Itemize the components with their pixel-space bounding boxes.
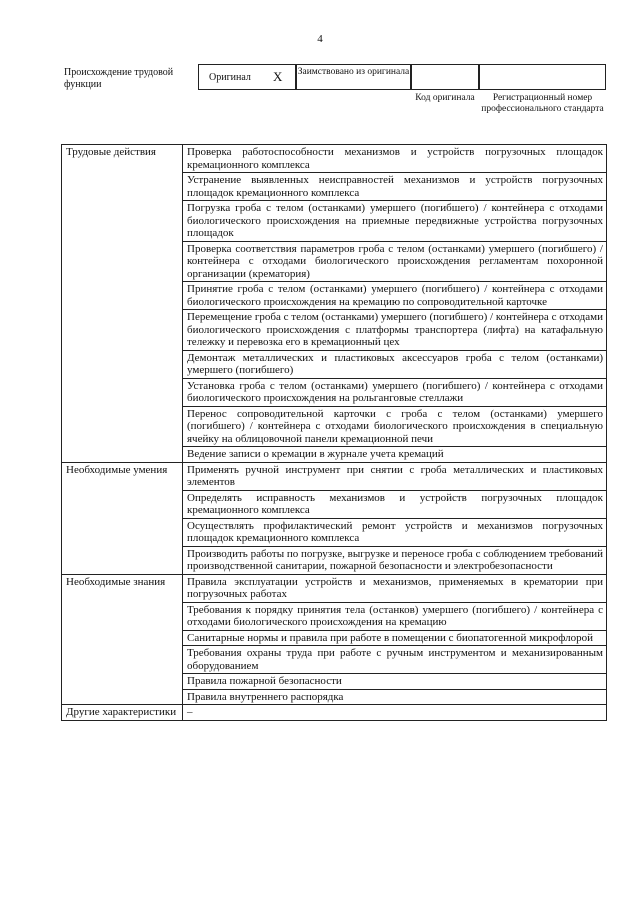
section-item: Перемещение гроба с телом (останками) умершего (погибшего) / контейнера с отходами биологического происхождения с платформы транспортера (лифта) на катафальную тележку и перевозка его в кремационный цех [183,310,607,351]
section-title: Необходимые умения [62,462,183,574]
table-row [62,462,607,490]
code-cell [411,64,479,90]
section-item: Санитарные нормы и правила при работе в помещении с биопатогенной микрофлорой [183,630,607,646]
borrowed-cell: Заимствовано из оригинала [296,64,411,90]
section-item: Принятие гроба с телом (останками) умершего (погибшего) / контейнера с отходами биологического происхождения на кремацию по сопроводительной карточке [183,282,607,310]
original-label: Оригинал [209,72,251,83]
section-item: Ведение записи о кремации в журнале учета кремаций [183,447,607,463]
section-item: Правила пожарной безопасности [183,674,607,690]
section-item: Проверка соответствия параметров гроба с телом (останками) умершего (погибшего) / контейнера с отходами биологического происхождения регламентам похоронной организации (крематория) [183,241,607,282]
function-table [61,144,607,721]
reg-number-cell [479,64,606,90]
table-row [62,705,607,721]
section-title: Другие характеристики [62,705,183,721]
section-item: Требования охраны труда при работе с ручным инструментом и механизированным оборудованием [183,646,607,674]
section-item: Определять исправность механизмов и устройств погрузочных площадок кремационного комплекса [183,490,607,518]
section-item: Требования к порядку принятия тела (останков) умершего (погибшего) / контейнера с отходами биологического происхождения на кремацию [183,602,607,630]
section-item: Перенос сопроводительной карточки с гроба с телом (останками) умершего (погибшего) / контейнера с отходами биологического происхождения в специальную ячейку на облицовочной панели кремационной печи [183,406,607,447]
original-cell [198,64,296,90]
section-item: – [183,705,607,721]
section-title: Необходимые знания [62,574,183,705]
section-item: Погрузка гроба с телом (останками) умершего (погибшего) / контейнера с отходами биологического происхождения на приемные передвижные устройства погрузочных площадок [183,201,607,242]
code-caption: Код оригинала [415,93,475,103]
section-item: Осуществлять профилактический ремонт устройств и механизмов погрузочных площадок кремационного комплекса [183,518,607,546]
section-item: Установка гроба с телом (останками) умершего (погибшего) / контейнера с отходами биологического происхождения на рольганговые стеллажи [183,378,607,406]
table-row [62,574,607,602]
table-row [62,145,607,173]
section-item: Производить работы по погрузке, выгрузке и переносе гроба с соблюдением требований производственной санитарии, пожарной безопасности и электробезопасности [183,546,607,574]
section-item: Проверка работоспособности механизмов и устройств погрузочных площадок кремационного комплекса [183,145,607,173]
section-item: Применять ручной инструмент при снятии с гроба металлических и пластиковых элементов [183,462,607,490]
section-item: Устранение выявленных неисправностей механизмов и устройств погрузочных площадок кремационного комплекса [183,173,607,201]
page-number: 4 [317,33,323,45]
reg-caption: Регистрационный номер профессионального стандарта [481,93,604,114]
section-item: Правила эксплуатации устройств и механизмов, применяемых в крематории при погрузочных работах [183,574,607,602]
origin-label: Происхождение трудовой функции [64,67,174,90]
original-mark: X [273,69,283,84]
section-title: Трудовые действия [62,145,183,463]
section-item: Демонтаж металлических и пластиковых аксессуаров гроба с телом (останками) умершего (погибшего) [183,350,607,378]
section-item: Правила внутреннего распорядка [183,689,607,705]
